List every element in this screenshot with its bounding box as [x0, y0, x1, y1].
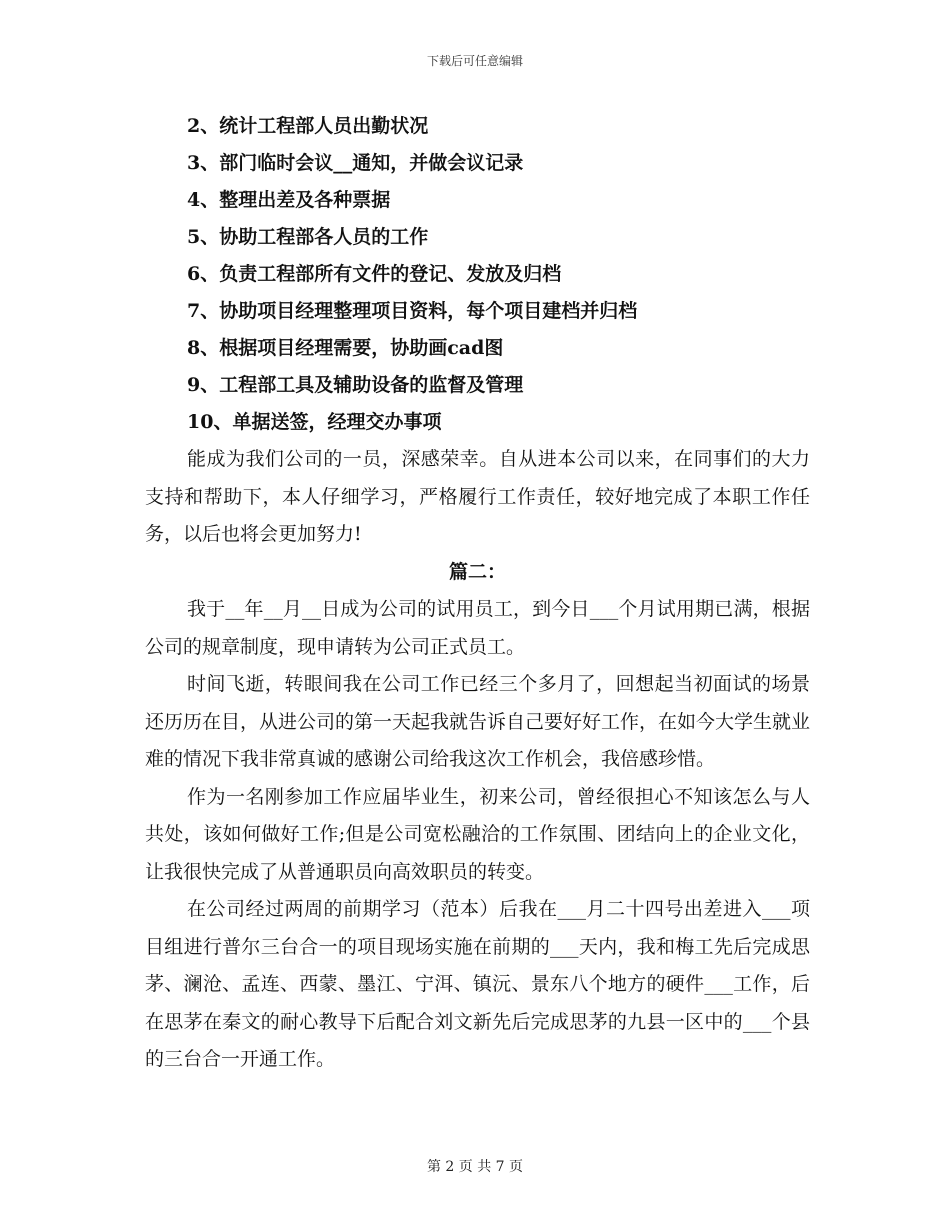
section-title: 篇二： [448, 560, 506, 583]
duty-list-item: 9、工程部工具及辅助设备的监督及管理 [187, 374, 524, 396]
page-header: 下载后可任意编辑 [426, 54, 523, 68]
duty-list-item: 8、根据项目经理需要，协助画cad图 [187, 337, 504, 359]
duty-list-item: 7、协助项目经理整理项目资料，每个项目建档并归档 [187, 300, 638, 322]
closing-paragraph: 能成为我们公司的一员，深感荣幸。自从进本公司以来，在同事们的大力支持和帮助下，本人仔细学习，严格履行工作责任，较好地完成了本职工作任务，以后也将会更加努力! [145, 448, 810, 545]
duty-list-item: 3、部门临时会议__通知，并做会议记录 [187, 152, 524, 174]
section-paragraph: 作为一名刚参加工作应届毕业生，初来公司，曾经很担心不知该怎么与人共处，该如何做好工作;但是公司宽松融洽的工作氛围、团结向上的企业文化，让我很快完成了从普通职员向高效职员的转变。 [145, 785, 810, 883]
duty-list-item: 2、统计工程部人员出勤状况 [187, 115, 429, 137]
section-paragraph: 我于__年__月__日成为公司的试用员工，到今日___个月试用期已满，根据公司的规章制度，现申请转为公司正式员工。 [145, 598, 810, 658]
duty-list-item: 10、单据送签，经理交办事项 [187, 411, 442, 433]
duty-list-item: 6、负责工程部所有文件的登记、发放及归档 [187, 263, 562, 285]
page-footer: 第 2 页 共 7 页 [426, 1159, 524, 1175]
duty-list-item: 5、协助工程部各人员的工作 [187, 226, 429, 248]
document-body [145, 108, 810, 1079]
duty-list-item: 4、整理出差及各种票据 [187, 189, 391, 211]
section-paragraph: 在公司经过两周的前期学习（范本）后我在___月二十四号出差进入___项目组进行普尔三台合一的项目现场实施在前期的___天内，我和梅工先后完成思茅、澜沧、孟连、西蒙、墨江、宁洱、镇沅、景东八个地方的硬件___工作，后在思茅在秦文的耐心教导下后配合刘文新先后完成思茅的九县一区中的___个县的三台合一开通工作。 [145, 898, 810, 1070]
section-paragraph: 时间飞逝，转眼间我在公司工作已经三个多月了，回想起当初面试的场景还历历在目，从进公司的第一天起我就告诉自己要好好工作，在如今大学生就业难的情况下我非常真诚的感谢公司给我这次工作机会，我倍感珍惜。 [145, 673, 811, 770]
